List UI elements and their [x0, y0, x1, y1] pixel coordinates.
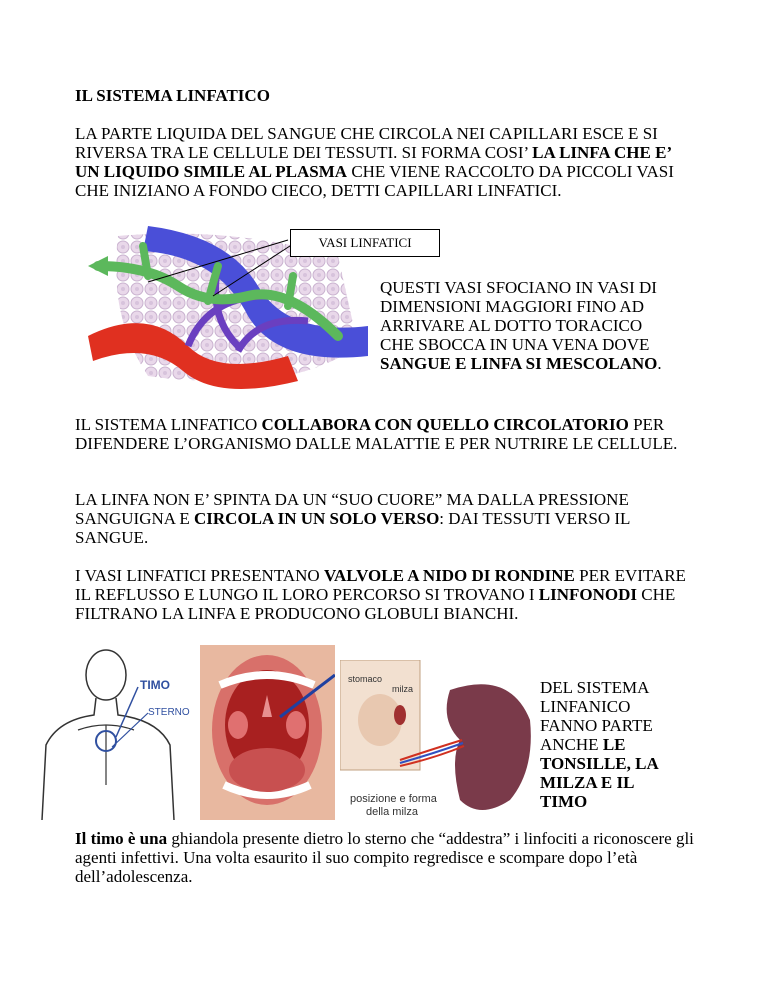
paragraph-side-organs	[540, 678, 670, 811]
text: LA LINFA NON E’ SPINTA DA UN “SUO CUORE” MA DALLA PRESSIONE SANGUIGNA E	[75, 490, 629, 528]
paragraph-intro	[75, 124, 695, 200]
text: I VASI LINFATICI PRESENTANO	[75, 566, 324, 585]
text: ghiandola presente dietro lo sterno che “addestra” i linfociti a riconoscere gli agenti infettivi. Una volta esaurito il suo compito regredisce e scompare dopo l’età dell’adolescenza.	[75, 829, 694, 886]
label-milza: milza	[392, 684, 414, 694]
text: PER DIFENDERE L’ORGANISMO DALLE MALATTIE E PER NUTRIRE LE CELLULE.	[75, 415, 678, 453]
paragraph-circulation	[75, 490, 695, 547]
text: LA PARTE LIQUIDA DEL SANGUE CHE CIRCOLA NEI CAPILLARI ESCE E SI RIVERSA TRA LE CELLULE DEI TESSUTI. SI FORMA COSI’	[75, 124, 658, 162]
label-stomaco: stomaco	[348, 674, 383, 684]
tonsils-illustration	[200, 645, 335, 820]
label-timo: TIMO	[140, 678, 170, 692]
bold-text: LA LINFA CHE E’ UN LIQUIDO SIMILE AL PLASMA	[75, 143, 671, 181]
text: DEL SISTEMA LINFANICO FANNO PARTE ANCHE	[540, 678, 653, 754]
text: CHE VIENE RACCOLTO DA PICCOLI VASI CHE INIZIANO A FONDO CIECO, DETTI CAPILLARI LINFATICI.	[75, 162, 674, 200]
bold-text: Il timo è una	[75, 829, 168, 848]
paragraph-side-vessels	[380, 278, 680, 373]
thymus-illustration	[38, 645, 198, 820]
caption-line-2: della milza	[366, 806, 418, 818]
bold-text: LE TONSILLE, LA MILZA E IL TIMO	[540, 735, 658, 811]
caption-line-1: posizione e forma	[350, 793, 437, 805]
paragraph-valves	[75, 566, 695, 623]
bold-text: VALVOLE A NIDO DI RONDINE	[323, 566, 575, 585]
bold-text: CIRCOLA IN UN SOLO VERSO	[194, 509, 440, 528]
page-title: IL SISTEMA LINFATICO	[75, 86, 270, 105]
text: .	[657, 354, 662, 373]
label-sterno: STERNO	[148, 707, 190, 718]
text: PER EVITARE IL REFLUSSO E LUNGO IL LORO PERCORSO SI TROVANO I	[75, 566, 686, 604]
callout-box: VASI LINFATICI	[290, 229, 440, 257]
spleen-illustration	[340, 660, 535, 820]
text: CHE FILTRANO LA LINFA E PRODUCONO GLOBULI BIANCHI.	[75, 585, 676, 623]
bold-text: COLLABORA CON QUELLO CIRCOLATORIO	[261, 415, 629, 434]
paragraph-thymus	[75, 829, 695, 886]
bold-text: SANGUE E LINFA SI MESCOLANO	[380, 354, 658, 373]
bold-text: LINFONODI	[538, 585, 637, 604]
text: : DAI TESSUTI VERSO IL SANGUE.	[75, 509, 630, 547]
text: IL SISTEMA LINFATICO	[75, 415, 262, 434]
paragraph-collaboration	[75, 415, 695, 453]
text: QUESTI VASI SFOCIANO IN VASI DI DIMENSIONI MAGGIORI FINO AD ARRIVARE AL DOTTO TORACICO CHE SBOCCA IN UNA VENA DOVE	[380, 278, 657, 354]
